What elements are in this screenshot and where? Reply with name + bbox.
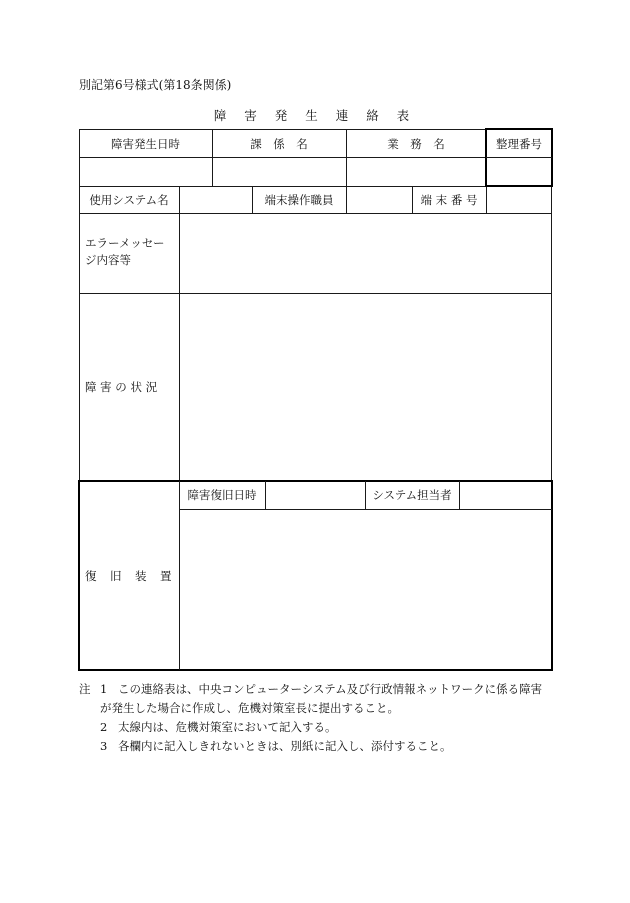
note-number: 2 bbox=[100, 720, 108, 734]
note-item bbox=[79, 680, 542, 699]
column-divider bbox=[212, 129, 213, 186]
reference-box-divider bbox=[486, 157, 552, 158]
note-text: この連絡表は、中央コンピューターシステム及び行政情報ネットワークに係る障害 bbox=[118, 682, 543, 696]
terminal-number-label: 端 末 番 号 bbox=[420, 192, 478, 207]
error-message-label: エラーメッセージ内容等 bbox=[85, 236, 165, 267]
row-divider bbox=[79, 293, 552, 294]
terminal-operator-field[interactable] bbox=[346, 186, 412, 213]
recovery-label: 復 旧 装 置 bbox=[85, 568, 173, 583]
row-divider bbox=[79, 213, 552, 214]
table-border-top bbox=[79, 129, 486, 130]
column-divider bbox=[412, 186, 413, 213]
note-number: 1 bbox=[100, 682, 108, 696]
reference-box-bottom bbox=[485, 185, 553, 187]
recovery-row-divider bbox=[179, 509, 552, 510]
occurrence-datetime-header: 障害発生日時 bbox=[111, 137, 180, 151]
section-name-field[interactable] bbox=[212, 158, 346, 186]
recovery-box-left bbox=[78, 480, 80, 671]
note-number: 3 bbox=[100, 739, 108, 753]
recovery-field-divider bbox=[365, 481, 366, 509]
reference-number-header: 整理番号 bbox=[496, 137, 542, 151]
terminal-number-field[interactable] bbox=[486, 186, 552, 213]
table-border-right bbox=[551, 186, 552, 481]
failure-status-field[interactable] bbox=[179, 293, 552, 481]
reference-box-top bbox=[485, 128, 553, 130]
column-divider bbox=[346, 129, 347, 213]
row-divider bbox=[79, 186, 552, 187]
note-text: 各欄内に記入しきれないときは、別紙に記入し、添付すること。 bbox=[118, 739, 452, 753]
column-divider bbox=[179, 186, 180, 481]
table-border-left bbox=[79, 129, 80, 481]
note-text: が発生した場合に作成し、危機対策室長に提出すること。 bbox=[100, 701, 399, 715]
occurrence-datetime-field[interactable] bbox=[79, 158, 212, 186]
form-label: 別記第6号様式(第18条関係) bbox=[79, 78, 232, 92]
note-text: 太線内は、危機対策室において記入する。 bbox=[118, 720, 337, 734]
failure-status-label: 障 害 の 状 況 bbox=[85, 380, 158, 394]
section-name-header: 課 係 名 bbox=[250, 137, 308, 151]
form-title: 障 害 発 生 連 絡 表 bbox=[213, 108, 417, 123]
note-continuation bbox=[79, 699, 542, 718]
terminal-operator-label: 端末操作職員 bbox=[264, 192, 334, 207]
system-name-label: 使用システム名 bbox=[89, 192, 169, 207]
column-divider bbox=[252, 186, 253, 213]
row-divider bbox=[79, 157, 486, 158]
task-name-field[interactable] bbox=[346, 158, 486, 186]
recovery-box-bottom bbox=[78, 669, 553, 671]
system-name-field[interactable] bbox=[179, 186, 252, 213]
system-manager-field[interactable] bbox=[459, 481, 552, 509]
recovery-box-top bbox=[78, 480, 553, 482]
recovery-field-divider bbox=[265, 481, 266, 509]
reference-number-field[interactable] bbox=[486, 158, 552, 186]
task-name-header: 業 務 名 bbox=[387, 137, 445, 151]
notes-prefix: 注 bbox=[79, 682, 91, 696]
note-item bbox=[79, 718, 542, 737]
recovery-details-field[interactable] bbox=[179, 509, 552, 670]
recovery-field-divider bbox=[459, 481, 460, 509]
notes-section bbox=[79, 680, 542, 756]
column-divider bbox=[486, 186, 487, 213]
note-item bbox=[79, 737, 542, 756]
system-manager-label: システム担当者 bbox=[372, 488, 452, 502]
recovery-datetime-field[interactable] bbox=[265, 481, 365, 509]
error-message-field[interactable] bbox=[179, 213, 552, 293]
recovery-datetime-label: 障害復旧日時 bbox=[187, 488, 257, 502]
